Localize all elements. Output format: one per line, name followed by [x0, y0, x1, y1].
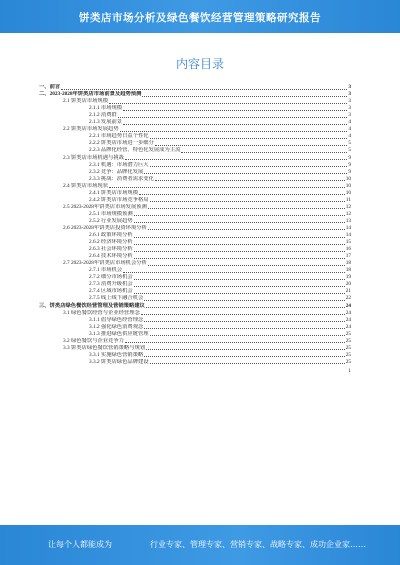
toc-entry[interactable]: [37, 119, 351, 126]
toc-entry-page: 18: [345, 260, 351, 267]
toc-entry-page: 11: [345, 196, 351, 203]
toc-entry-label: 2.2.2 饼类店市场进一步细分: [89, 140, 154, 147]
header-banner: [0, 0, 400, 33]
toc-leader-dots: [144, 356, 344, 357]
toc-entry-label: 2.3 饼类店市场机遇与挑战: [63, 154, 124, 161]
toc-entry-label: 2.7.5 线上线下融合机会: [89, 295, 144, 302]
toc-leader-dots: [134, 279, 345, 280]
toc-entry-label: 2.6.1 政策环境分析: [89, 232, 133, 239]
toc-leader-dots: [134, 251, 345, 252]
toc-entry[interactable]: [37, 324, 351, 331]
toc-entry-page: 17: [345, 253, 351, 260]
toc-entry-page: 25: [345, 358, 351, 365]
toc-entry-label: 3.3 饼类店绿色餐饮营销策略与规划: [63, 344, 146, 351]
toc-entry-label: 2.2.3 品牌化经营、特色化发展成为主流: [89, 147, 181, 154]
toc-entry-label: 2.7.2 细分市场机会: [89, 274, 133, 281]
toc-leader-dots: [134, 222, 345, 223]
toc-entry-page: 24: [345, 316, 351, 323]
toc-entry-label: 2.2.1 市场趋势日益个性化: [89, 133, 149, 140]
toc-entry-page: 24: [345, 309, 351, 316]
toc-entry-label: 2.7 2023-2028年饼类店市场机会分析: [63, 260, 147, 267]
toc-leader-dots: [118, 117, 348, 118]
toc-entry[interactable]: [37, 197, 351, 204]
toc-leader-dots: [123, 124, 347, 125]
toc-leader-dots: [142, 96, 347, 97]
toc-entry-label: 2.6 2023-2028年饼类店投资环境分析: [63, 224, 147, 231]
toc-entry-page: 10: [345, 189, 351, 196]
toc-entry[interactable]: [37, 183, 351, 190]
toc-entry-page: 9: [348, 168, 351, 175]
toc-entry-page: 14: [345, 232, 351, 239]
toc-leader-dots: [155, 180, 345, 181]
toc-entry-page: 4: [348, 133, 351, 140]
toc-leader-dots: [146, 307, 345, 308]
toc-leader-dots: [123, 272, 345, 273]
toc-leader-dots: [150, 138, 348, 139]
toc-entry-page: 15: [345, 239, 351, 246]
toc-leader-dots: [109, 103, 347, 104]
toc-entry-label: 3.1.1 倡导绿色经营理念: [89, 316, 144, 323]
toc-entry-label: 2.4 饼类店市场现状: [63, 182, 109, 189]
toc-entry-page: 10: [345, 175, 351, 182]
toc-entry[interactable]: [37, 190, 351, 197]
toc-leader-dots: [134, 286, 345, 287]
toc-entry-page: 22: [345, 295, 351, 302]
toc-entry[interactable]: [37, 98, 351, 105]
toc-leader-dots: [141, 314, 345, 315]
toc-entry-page: 5: [348, 140, 351, 147]
toc-entry-label: 2.6.3 社会环境分析: [89, 246, 133, 253]
toc-entry-label: 2.1 饼类店市场规模: [63, 98, 109, 105]
toc-entry[interactable]: [37, 154, 351, 161]
toc-entry-page: 25: [345, 330, 351, 337]
toc-entry-label: 2.7.4 区域市场机会: [89, 288, 133, 295]
toc-entry[interactable]: [37, 267, 351, 274]
toc-trailing-marker: 1: [348, 367, 351, 374]
toc-entry-label: 2.5 2023-2028年饼类店市场发展预测: [63, 203, 147, 210]
toc-entry[interactable]: [37, 105, 351, 112]
toc-entry[interactable]: [37, 169, 351, 176]
toc-entry-label: 二、2023-2028年饼类店市场前景及趋势预测: [39, 91, 142, 98]
toc-leader-dots: [150, 363, 345, 364]
toc-entry-page: 9: [348, 154, 351, 161]
toc-entry-label: 2.6.2 经济环境分析: [89, 239, 133, 246]
toc-entry-label: 2.1.2 消费群: [89, 112, 117, 119]
toc-leader-dots: [150, 335, 345, 336]
toc-entry[interactable]: [37, 91, 351, 98]
toc-entry-page: 3: [348, 98, 351, 105]
toc-heading: 内容目录: [175, 57, 224, 71]
toc-leader-dots: [134, 215, 345, 216]
toc-entry-page: 3: [348, 84, 351, 91]
toc-entry-label: 3.1.3 推进绿色供应链管理: [89, 330, 149, 337]
toc-entry-page: 19: [345, 274, 351, 281]
toc-entry-page: 3: [348, 105, 351, 112]
toc-leader-dots: [125, 159, 347, 160]
toc-entry-label: 2.5.2 行业发展趋势: [89, 217, 133, 224]
toc-entry[interactable]: [37, 126, 351, 133]
toc-entry-page: 25: [345, 351, 351, 358]
toc-entry[interactable]: [37, 218, 351, 225]
footer-banner: [0, 525, 400, 565]
toc-leader-dots: [148, 265, 345, 266]
toc-entry[interactable]: [37, 359, 351, 366]
toc-leader-dots: [148, 208, 345, 209]
toc-leader-dots: [61, 89, 347, 90]
toc-leader-dots: [155, 145, 347, 146]
toc-entry[interactable]: [37, 84, 351, 91]
toc-entry-page: 25: [345, 344, 351, 351]
toc-entry-label: 三、饼类店绿色餐饮经营管理及营销策略建议: [39, 302, 145, 309]
toc-entry-page: 3: [348, 112, 351, 119]
toc-leader-dots: [123, 110, 347, 111]
toc-entry[interactable]: [37, 274, 351, 281]
toc-entry[interactable]: [37, 345, 351, 352]
footer-slogan-right: 行业专家、管理专家、营销专家、战略专家、成功企业家……: [150, 540, 366, 549]
toc-entry[interactable]: [37, 317, 351, 324]
toc-leader-dots: [134, 258, 345, 259]
toc-entry-label: 2.4.2 饼类店市场竞争格局: [89, 196, 149, 203]
toc-entry[interactable]: [37, 225, 351, 232]
toc-entry-label: 2.3.3 挑战：消费者需求变化: [89, 175, 154, 182]
toc-entry-label: 3.1.2 强化绿色消费观念: [89, 323, 144, 330]
toc-leader-dots: [144, 300, 344, 301]
toc-entry-page: 18: [345, 267, 351, 274]
toc-leader-dots: [144, 321, 344, 322]
toc-leader-dots: [150, 166, 348, 167]
toc-entry[interactable]: [37, 133, 351, 140]
toc-entry-page: 13: [345, 217, 351, 224]
toc-entry[interactable]: [37, 253, 351, 260]
toc-entry-page: 14: [345, 224, 351, 231]
toc-entry-label: 2.2 饼类店市场发展趋势: [63, 126, 119, 133]
footer-slogan-left: 让每个人都能成为: [48, 540, 112, 549]
toc-entry-label: 2.5.1 市场规模预测: [89, 210, 133, 217]
toc-entry-page: 20: [345, 281, 351, 288]
toc-entry[interactable]: [37, 176, 351, 183]
toc-leader-dots: [120, 131, 348, 132]
toc-leader-dots: [134, 293, 345, 294]
toc-leader-dots: [139, 194, 345, 195]
toc-entry[interactable]: [37, 295, 351, 302]
toc-leader-dots: [109, 187, 345, 188]
toc-entry[interactable]: [37, 281, 351, 288]
toc-entry-page: 9: [348, 161, 351, 168]
toc-entry[interactable]: [37, 331, 351, 338]
toc-entry-page: 24: [345, 323, 351, 330]
toc-entry-label: 3.3.2 饼类店绿色品牌建设: [89, 358, 149, 365]
toc-entry[interactable]: [37, 162, 351, 169]
report-title: 饼类店市场分析及绿色餐饮经营管理策略研究报告: [79, 12, 321, 24]
toc-entry-label: 3.3.1 实施绿色营销策略: [89, 351, 144, 358]
toc-leader-dots: [150, 201, 345, 202]
toc-entry[interactable]: [37, 140, 351, 147]
toc-entry-label: 3.1 绿色餐饮经营与企业经营理念: [63, 309, 140, 316]
toc-leader-dots: [134, 237, 345, 238]
toc-entry[interactable]: [37, 260, 351, 267]
toc-entry[interactable]: [37, 147, 351, 154]
toc-entry-label: 2.7.3 消费升级机会: [89, 281, 133, 288]
toc-entry[interactable]: [37, 288, 351, 295]
toc-entry-page: 21: [345, 288, 351, 295]
toc-entry-label: 2.7.1 市场机会: [89, 267, 123, 274]
table-of-contents: [37, 84, 351, 375]
toc-entry[interactable]: [37, 239, 351, 246]
toc-entry-label: 2.1.3 发展前景: [89, 119, 123, 126]
toc-entry-page: 12: [345, 203, 351, 210]
toc-entry-page: 4: [348, 126, 351, 133]
toc-entry-label: 2.3.2 竞争：品牌化发展: [89, 168, 144, 175]
toc-leader-dots: [144, 328, 344, 329]
toc-entry-label: 3.2 绿色餐饮与企业竞争力: [63, 337, 124, 344]
toc-leader-dots: [146, 349, 345, 350]
toc-entry-page: 10: [345, 182, 351, 189]
toc-leader-dots: [148, 229, 345, 230]
toc-entry-page: 4: [348, 119, 351, 126]
toc-entry-label: 2.3.1 机遇：市场潜力巨大: [89, 161, 149, 168]
toc-entry-label: 2.1.1 市场规模: [89, 105, 123, 112]
toc-leader-dots: [125, 342, 345, 343]
toc-entry-label: 一、前言: [39, 84, 61, 91]
toc-entry[interactable]: [37, 204, 351, 211]
toc-entry[interactable]: [37, 232, 351, 239]
toc-entry[interactable]: [37, 112, 351, 119]
toc-leader-dots: [134, 244, 345, 245]
toc-entry[interactable]: [37, 338, 351, 345]
toc-entry-page: 3: [348, 91, 351, 98]
toc-entry[interactable]: [37, 352, 351, 359]
toc-entry[interactable]: [37, 310, 351, 317]
toc-entry-page: 5: [348, 147, 351, 154]
toc-leader-dots: [144, 173, 347, 174]
toc-entry[interactable]: [37, 302, 351, 309]
toc-entry-page: 16: [345, 246, 351, 253]
toc-leader-dots: [181, 152, 347, 153]
toc-entry-label: 2.4.1 饼类店市场规模: [89, 189, 138, 196]
toc-entry-label: 2.6.4 技术环境分析: [89, 253, 133, 260]
toc-entry[interactable]: [37, 211, 351, 218]
toc-entry-page: 24: [345, 302, 351, 309]
toc-entry[interactable]: [37, 246, 351, 253]
toc-entry-page: 25: [345, 337, 351, 344]
toc-entry-page: 12: [345, 210, 351, 217]
